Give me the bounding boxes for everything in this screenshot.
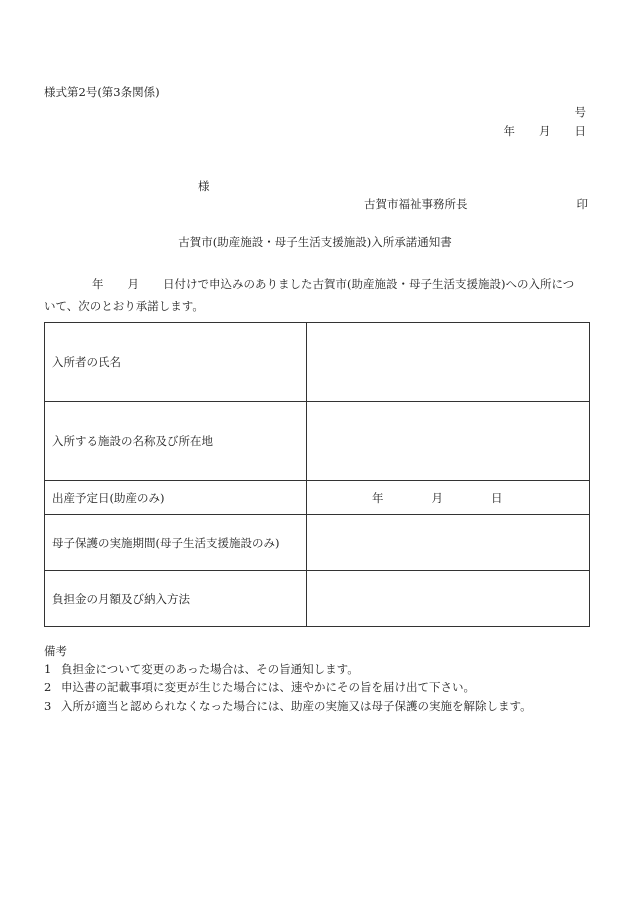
body-year: 年: [92, 277, 104, 291]
form-number-label: 様式第2号(第3条関係): [44, 85, 160, 99]
due-date-year: 年: [372, 490, 384, 505]
seal-mark: 印: [576, 197, 588, 211]
table-row: [45, 481, 590, 515]
remark-number: 1: [44, 661, 52, 676]
row-value-facility: [307, 402, 590, 481]
body-line-1: [44, 273, 588, 295]
list-item: [44, 661, 532, 676]
table-row: [45, 571, 590, 627]
row-value-resident-name: [307, 323, 590, 402]
remarks-section: [44, 646, 532, 719]
row-value-due-date: [307, 481, 590, 515]
sender-line: [364, 199, 588, 211]
due-date-day: 日: [491, 490, 503, 505]
table-row: [45, 515, 590, 571]
list-item: [44, 682, 532, 694]
body-month: 月: [127, 277, 139, 291]
remarks-title: 備考: [44, 644, 67, 658]
row-label-facility: 入所する施設の名称及び所在地: [45, 402, 307, 481]
body-line-1-rest: 日付けで申込みのありました古賀市(助産施設・母子生活支援施設)への入所につ: [163, 277, 575, 291]
document-title: 古賀市(助産施設・母子生活支援施設)入所承諾通知書: [178, 235, 452, 249]
row-label-protection-period: 母子保護の実施期間(母子生活支援施設のみ): [45, 515, 307, 571]
date-year: 年: [503, 124, 515, 138]
row-value-protection-period: [307, 515, 590, 571]
body-paragraph: [44, 273, 588, 317]
number-suffix: 号: [574, 105, 586, 119]
table-row: [45, 323, 590, 402]
date-month: 月: [539, 124, 551, 138]
admission-info-table: [44, 322, 590, 627]
addressee-line: [198, 181, 210, 193]
remark-number: 3: [44, 698, 52, 713]
row-label-resident-name: 入所者の氏名: [45, 323, 307, 402]
remark-text: 入所が適当と認められなくなった場合には、助産の実施又は母子保護の実施を解除します。: [61, 698, 532, 713]
due-date-month: 月: [431, 490, 443, 505]
row-label-due-date: 出産予定日(助産のみ): [45, 481, 307, 515]
body-line-2: いて、次のとおり承諾します。: [44, 299, 204, 313]
issue-date-line: [504, 126, 587, 138]
sender-name: 古賀市福祉事務所長: [364, 197, 468, 211]
list-item: [44, 698, 532, 713]
document-number-line: [575, 107, 587, 119]
remark-text: 負担金について変更のあった場合は、その旨通知します。: [61, 661, 359, 676]
row-label-fee: 負担金の月額及び納入方法: [45, 571, 307, 627]
date-day: 日: [574, 124, 586, 138]
addressee-honorific: 様: [198, 179, 210, 193]
row-value-fee: [307, 571, 590, 627]
remark-text: 申込書の記載事項に変更が生じた場合には、速やかにその旨を届け出て下さい。: [61, 680, 475, 694]
table-row: [45, 402, 590, 481]
remark-number: 2: [44, 680, 52, 694]
